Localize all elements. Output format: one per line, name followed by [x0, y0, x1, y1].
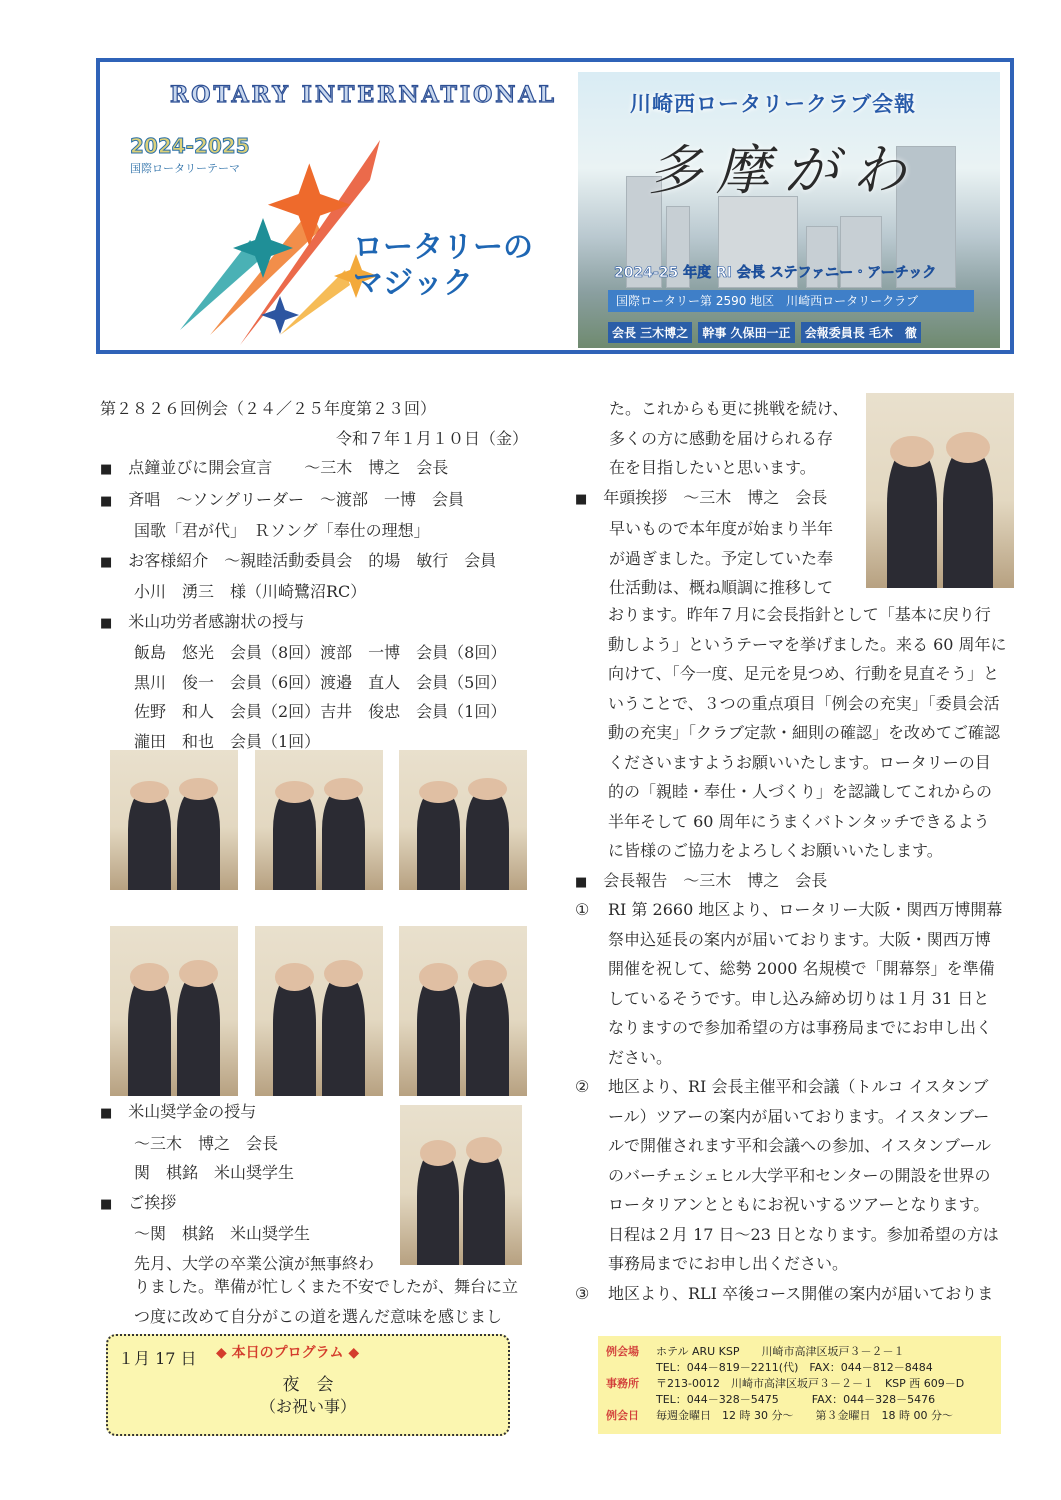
text-line: 半年そして 60 周年にうまくバトンタッチできるよう [608, 811, 990, 831]
text-line: 動の充実」「クラブ定款・細則の確認」を改めてご確認 [608, 723, 1001, 742]
club-info-box [598, 1336, 1001, 1434]
text-line: 先月、大学の卒業公演が無事終わ [134, 1253, 375, 1273]
meeting-day: 毎週金曜日 12 時 30 分～ 第３金曜日 18 時 00 分～ [656, 1409, 953, 1422]
text-line: 瀧田 和也 会員（1回） [134, 731, 321, 751]
officers-line [608, 322, 923, 343]
text-line: 仕活動は、概ね順調に推移して [609, 578, 834, 597]
person-figure [468, 778, 506, 800]
greeting-text [575, 394, 865, 603]
newsletter-title: 多摩がわ [648, 139, 920, 202]
text-line: くださいますようお願いいたします。ロータリーの目 [608, 752, 991, 772]
person-figure [419, 781, 457, 803]
text-line: に皆様のご協力をよろしくお願いいたします。 [608, 841, 943, 860]
person-figure [130, 781, 168, 803]
person-figure [128, 974, 172, 1096]
item-number: ① [575, 900, 590, 919]
event-photo [110, 926, 238, 1096]
club-name: 川崎西ロータリークラブ会報 [630, 92, 916, 116]
text-line: ～関 棋銘 米山奨学生 [134, 1224, 311, 1243]
person-figure [128, 789, 172, 890]
program-heading: ◆ 本日のプログラム ◆ [216, 1345, 360, 1361]
editor-name: 会報委員長 毛木 徹 [801, 322, 921, 343]
ri-title: ROTARY INTERNATIONAL [170, 82, 557, 108]
bullet-item: ■ 米山功労者感謝状の授与 [100, 607, 540, 639]
bullet-item: ■ お客様紹介 ～親睦活動委員会 的場 敏行 会員 [100, 546, 540, 578]
meeting-number: 第２８２６回例会（２４／２５年度第２３回） [100, 399, 437, 418]
newsletter-header [96, 58, 1014, 354]
text-line: 動しよう」というテーマを挙げました。来る 60 周年に [608, 634, 1007, 654]
event-photo [400, 1105, 522, 1265]
text-line: 的の「親睦・奉仕・人づくり」を認識してこれからの [608, 782, 993, 801]
text-line: つ度に改めて自分がこの道を選んだ意味を感じまし [134, 1306, 503, 1326]
bullet-item: ■ ご挨拶 [100, 1188, 400, 1220]
person-figure [463, 1150, 504, 1265]
text-line: 多くの方に感動を届けられる存 [609, 428, 834, 448]
text-line: ださい。 [608, 1047, 673, 1067]
person-figure [179, 960, 217, 987]
report-item [575, 895, 1002, 1072]
text-line: 日程は２月 17 日～23 日となります。参加希望の方は [608, 1224, 999, 1244]
bullet-item: ■ 年頭挨拶 ～三木 博之 会長 [575, 483, 865, 515]
text-line: 黒川 俊一 会員（6回）渡邉 直人 会員（5回） [134, 672, 507, 692]
person-figure [466, 1137, 503, 1163]
bullet-item: ■ 点鐘並びに開会宣言 ～三木 博之 会長 [100, 453, 540, 485]
event-photo [866, 393, 1014, 588]
person-figure [275, 963, 313, 990]
person-figure [417, 1150, 458, 1265]
president-report-items [575, 895, 1002, 1308]
person-figure [887, 448, 937, 588]
text-line: 開催を祝して、総勢 2000 名規模で「開幕祭」を準備 [608, 959, 995, 978]
text-line: 在を目指したいと思います。 [609, 458, 816, 477]
person-figure [943, 448, 993, 588]
district-bar: 国際ロータリー第 2590 地区 川崎西ロータリークラブ [608, 290, 974, 312]
text-line: 地区より、RLI 卒後コース開催の案内が届いておりま [608, 1283, 994, 1303]
event-photo [110, 750, 238, 890]
text-line: 早いもので本年度が始まり半年 [609, 519, 834, 538]
theme-title: ロータリーの マジック [353, 230, 533, 301]
scholarship-section [100, 1097, 400, 1278]
event-photo [399, 926, 527, 1096]
program-date: １月 17 日 [118, 1349, 197, 1368]
person-figure [273, 974, 317, 1096]
person-figure [417, 974, 461, 1096]
text-line: ルで開催されます平和会議への参加、イスタンブール [608, 1136, 992, 1155]
greeting-continued [134, 1272, 518, 1331]
text-line: 向けて、「今一度、足元を見つめ、行動を見直そう」と [608, 664, 1000, 683]
theme-caption: 国際ロータリーテーマ [130, 162, 240, 175]
person-figure [417, 789, 461, 890]
text-line: 小川 湧三 様（川崎鷺沼RC） [134, 582, 367, 601]
text-line: なりますので参加希望の方は事務局までにお申し出く [608, 1018, 993, 1037]
new-year-address [608, 600, 1007, 866]
item-number: ③ [575, 1283, 590, 1303]
text-line: いうことで、３つの重点項目「例会の充実」「委員会活 [608, 693, 1000, 713]
event-photo [399, 750, 527, 890]
theme-year: 2024-2025 [130, 134, 250, 158]
event-photo [255, 926, 383, 1096]
agenda-list [100, 453, 540, 756]
person-figure [324, 778, 362, 800]
ri-president-line: 2024-25 年度 RI 会長 ステファニー・アーチック [614, 265, 937, 281]
text-line: た。これからも更に挑戦を続け、 [609, 399, 849, 418]
person-figure [466, 974, 510, 1096]
venue-label: 例会場 [606, 1345, 639, 1358]
meeting-date: 令和７年１月１０日（金） [336, 429, 529, 448]
president-name: 会長 三木博之 [608, 322, 692, 343]
text-line: 関 棋銘 米山奨学生 [134, 1163, 295, 1182]
city-photo-panel [578, 72, 1000, 348]
text-line: 事務局までにお申し出ください。 [608, 1254, 849, 1273]
text-line: RI 第 2660 地区より、ロータリー大阪・関西万博開幕 [608, 900, 1003, 919]
text-line: しているそうです。申し込み締め切りは１月 31 日と [608, 988, 990, 1008]
event-photo [255, 750, 383, 890]
bullet-item: ■ 米山奨学金の授与 [100, 1097, 400, 1129]
text-line: 祭申込延長の案内が届いております。大阪・関西万博 [608, 929, 991, 949]
person-figure [177, 789, 221, 890]
person-figure [179, 778, 217, 800]
text-line: のバーチェシェヒル大学平和センターの開設を世界の [608, 1165, 991, 1185]
text-line: 地区より、RI 会長主催平和会議（トルコ イスタンブ [608, 1077, 989, 1096]
diamond-icon: ◆ [348, 1345, 360, 1361]
president-report-heading: ■ 会長報告 ～三木 博之 会長 [575, 866, 827, 898]
text-line: ロータリアンとともにお祝いするツアーとなります。 [608, 1195, 990, 1214]
today-program-box [106, 1334, 510, 1436]
person-figure [420, 1140, 457, 1166]
person-figure [468, 960, 506, 987]
bullet-item: ■ 斉唱 ～ソングリーダー ～渡部 一博 会員 [100, 485, 540, 517]
report-item [575, 1279, 1002, 1309]
office-label: 事務所 [606, 1377, 639, 1390]
secretary-name: 幹事 久保田一正 [698, 322, 794, 343]
venue-text: ホテル ARU KSP 川崎市高津区坂戸３－２－１ [656, 1345, 905, 1358]
program-note: （お祝い事） [259, 1397, 356, 1416]
person-figure [177, 974, 221, 1096]
day-label: 例会日 [606, 1409, 639, 1422]
person-figure [273, 789, 317, 890]
office-text: 〒213-0012 川崎市高津区坂戸３－２－１ KSP 西 609－D [656, 1377, 965, 1390]
person-figure [275, 781, 313, 803]
person-figure [322, 974, 366, 1096]
text-line: が過ぎました。予定していた奉 [609, 548, 834, 568]
text-line: 飯島 悠光 会員（8回）渡部 一博 会員（8回） [134, 643, 507, 662]
text-line: ～三木 博之 会長 [134, 1133, 279, 1153]
text-line: ール）ツアーの案内が届いております。イスタンブー [608, 1106, 990, 1126]
program-event: 夜 会 [282, 1375, 334, 1395]
text-line: りました。準備が忙しくまた不安でしたが、舞台に立 [134, 1277, 519, 1296]
person-figure [130, 963, 168, 990]
person-figure [324, 960, 362, 987]
report-item [575, 1072, 1002, 1279]
diamond-icon: ◆ [216, 1345, 227, 1361]
text-line: 国歌「君が代」 Ｒソング「奉仕の理想」 [134, 521, 430, 540]
office-tel: TEL：044－328－5475 FAX：044－328－5476 [656, 1393, 936, 1406]
person-figure [419, 963, 457, 990]
text-line: おります。昨年７月に会長指針として「基本に戻り行 [608, 605, 991, 624]
text-line: 佐野 和人 会員（2回）吉井 俊忠 会員（1回） [134, 702, 507, 721]
person-figure [322, 789, 366, 890]
venue-tel: TEL：044－819－2211(代) FAX：044－812－8484 [656, 1361, 933, 1374]
item-number: ② [575, 1077, 590, 1096]
person-figure [466, 789, 510, 890]
person-figure [890, 436, 934, 467]
